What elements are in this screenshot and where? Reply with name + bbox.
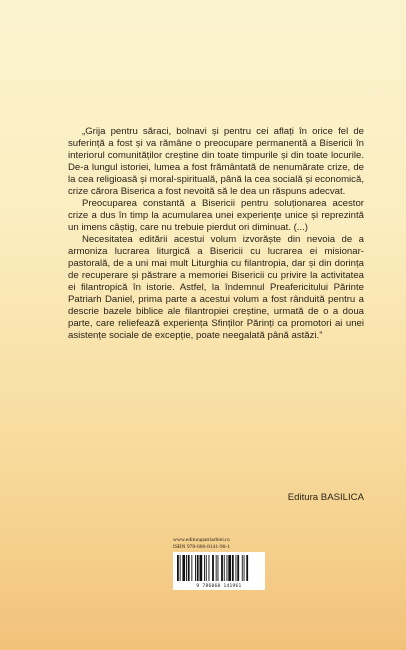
- back-cover-text: [68, 126, 364, 342]
- barcode-bars: [173, 552, 265, 584]
- website-text: www.editurapatriarhiei.ro: [173, 537, 230, 543]
- paragraph-1: „Grija pentru săraci, bolnavi și pentru cei aflați în orice fel de suferință a fost și va rămâne o preocupare permanentă a Bisericii în interiorul comunităților creștine din toate timpurile și din toate locurile. De-a lungul istoriei, lumea a fost frământată de nenumărate crize, de la cea religioasă și moral-spirituală, până la cea socială și economică, crize cărora Biserica a fost nevoită să le dea un răspuns adecvat.: [68, 126, 364, 197]
- isbn-barcode: [173, 552, 265, 590]
- colophon: [173, 537, 230, 551]
- isbn-text: ISBN 978-606-8141-96-1: [173, 544, 230, 550]
- publisher-name: Editura BASILICA: [287, 492, 364, 503]
- paragraph-2: Preocuparea constantă a Bisericii pentru soluționarea acestor crize a dus în timp la acumularea unei experiențe unice și reprezintă un imens câștig, care nu trebuie pierdut ori diminuat. (...): [68, 198, 364, 233]
- barcode-digits: 9 786068 141961: [196, 584, 242, 589]
- paragraph-3: Necesitatea editării acestui volum izvorăște din nevoia de a armoniza lucrarea liturgică a Bisericii cu lucrarea ei misionar-pastorală, de a uni mai mult Liturghia cu filantropia, dar și din dorința de recuperare și păstrare a memoriei Bisericii cu privire la activitatea ei filantropică în istorie. Astfel, la îndemnul Preafericitului Părinte Patriarh Daniel, prima parte a acestui volum a fost rânduită pentru a descrie bazele biblice ale filantropiei creștine, urmată de o a doua parte, care reliefează experiența Sfinților Părinți ca promotori ai unei asistențe sociale de excepție, poate neegalată până astăzi.”: [68, 234, 364, 341]
